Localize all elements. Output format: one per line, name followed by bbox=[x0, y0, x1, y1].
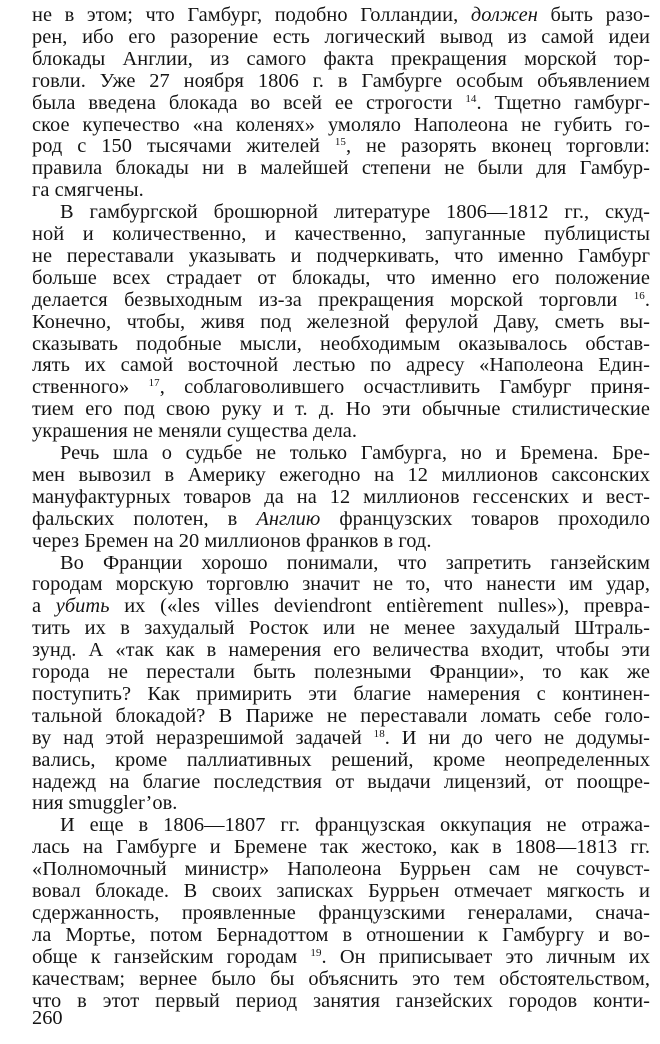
text-line: больше всех страдает от блокады, что именно его положение bbox=[32, 266, 650, 289]
text-line: правила блокады ни в малейшей степени не были для Гамбур- bbox=[32, 157, 650, 180]
text-line: вовал блокаде. В своих записках Буррьен отмечает мягкость и bbox=[32, 880, 650, 902]
text-line: И еще в 1806—1807 гг. французская оккупация не отража- bbox=[60, 814, 650, 837]
text-line: ния smuggler’ов. bbox=[32, 792, 178, 815]
text-line: городам морскую торговлю значит не то, что нанести им удар, bbox=[32, 573, 650, 596]
text-line: мануфактурных товаров да на 12 миллионов гессенских и вест- bbox=[32, 485, 650, 508]
text-line: фальских полотен, в Англию французских товаров проходило bbox=[32, 507, 650, 530]
text-line: мен вывозил в Америку ежегодно на 12 миллионов саксонских bbox=[32, 463, 650, 486]
text-line: не переставали указывать и подчеркивать, что именно Гамбург bbox=[32, 244, 650, 267]
text-line: га смягчены. bbox=[32, 179, 144, 202]
page-number: 260 bbox=[32, 1007, 63, 1029]
text-line: Конечно, чтобы, живя под железной ферулой Даву, сметь вы- bbox=[32, 310, 650, 333]
text-line: ское купечество «на коленях» умоляло Наполеона не губить го- bbox=[32, 113, 650, 136]
text-line: зунд. А «так как в намерения его величества входит, чтобы эти bbox=[32, 639, 650, 662]
text-line: говли. Уже 27 ноября 1806 г. в Гамбурге особым объявлением bbox=[32, 69, 650, 92]
text-line: надежд на благие последствия от выдачи лицензий, от поощре- bbox=[32, 770, 650, 793]
text-line: род с 150 тысячами жителей $^{15}$, не разорять вконец торговли: bbox=[32, 135, 650, 158]
text-line: В гамбургской брошюрной литературе 1806—1812 гг., скуд- bbox=[60, 201, 650, 224]
text-line: обще к ганзейским городам $^{19}$. Он приписывает это личным их bbox=[32, 945, 650, 968]
text-line: лась на Гамбурге и Бремене так жестоко, как в 1808—1813 гг. bbox=[32, 836, 650, 859]
text-line: ственного» $^{17}$, соблаговолившего осчастливить Гамбург приня- bbox=[32, 376, 650, 399]
text-line: качествам; вернее было бы объяснить это тем обстоятельством, bbox=[32, 967, 650, 990]
text-line: «Полномочный министр» Наполеона Буррьен сам не сочувст- bbox=[32, 858, 650, 881]
text-line: блокады Англии, из самого факта прекращения морской тор- bbox=[32, 47, 650, 70]
text-line: тием его под свою руку и т. д. Но эти обычные стилистические bbox=[32, 398, 650, 421]
text-line: ву над этой неразрешимой задачей $^{18}$. И ни до чего не додумы- bbox=[32, 726, 650, 749]
text-line: вались, кроме паллиативных решений, кроме неопределенных bbox=[32, 748, 650, 771]
text-line: лять их самой восточной лестью по адресу «Наполеона Един- bbox=[32, 354, 650, 377]
text-line: сказывать подобные мысли, необходимым оказывалось обстав- bbox=[32, 332, 650, 355]
text-line: поступить? Как примирить эти благие намерения с континен- bbox=[32, 682, 650, 705]
text-line: города не перестали быть полезными Франции», то как же bbox=[32, 661, 650, 683]
text-line: через Бремен на 20 миллионов франков в год. bbox=[32, 529, 432, 552]
text-line: Во Франции хорошо понимали, что запретить ганзейским bbox=[60, 551, 650, 574]
text-line: Речь шла о судьбе не только Гамбурга, но и Бремена. Бре- bbox=[60, 442, 650, 464]
text-line: а убить их («les villes deviendront entièrement nulles»), превра- bbox=[32, 595, 650, 618]
text-line: делается безвыходным из-за прекращения морской торговли $^{16}$. bbox=[32, 288, 650, 311]
text-line: была введена блокада во всей ее строгости $^{14}$. Тщетно гамбург- bbox=[32, 91, 650, 114]
text-line: украшения не меняли существа дела. bbox=[32, 420, 358, 443]
text-line: тальной блокадой? В Париже не переставали ломать себе голо- bbox=[32, 704, 650, 727]
text-line: что в этот первый период занятия ганзейских городов конти- bbox=[32, 989, 650, 1012]
text-line: ла Мортье, потом Бернадоттом в отношении к Гамбургу и во- bbox=[32, 923, 650, 946]
text-line: ной и количественно, и качественно, запуганные публицисты bbox=[32, 223, 650, 245]
text-line: не в этом; что Гамбург, подобно Голландии, должен быть разо- bbox=[32, 4, 650, 26]
text-line: рен, ибо его разорение есть логический вывод из самой идеи bbox=[32, 25, 650, 48]
text-line: тить их в захудалый Росток или не менее захудалый Штраль- bbox=[32, 617, 650, 640]
text-line: сдержанность, проявленные французскими генералами, снача- bbox=[32, 901, 650, 924]
